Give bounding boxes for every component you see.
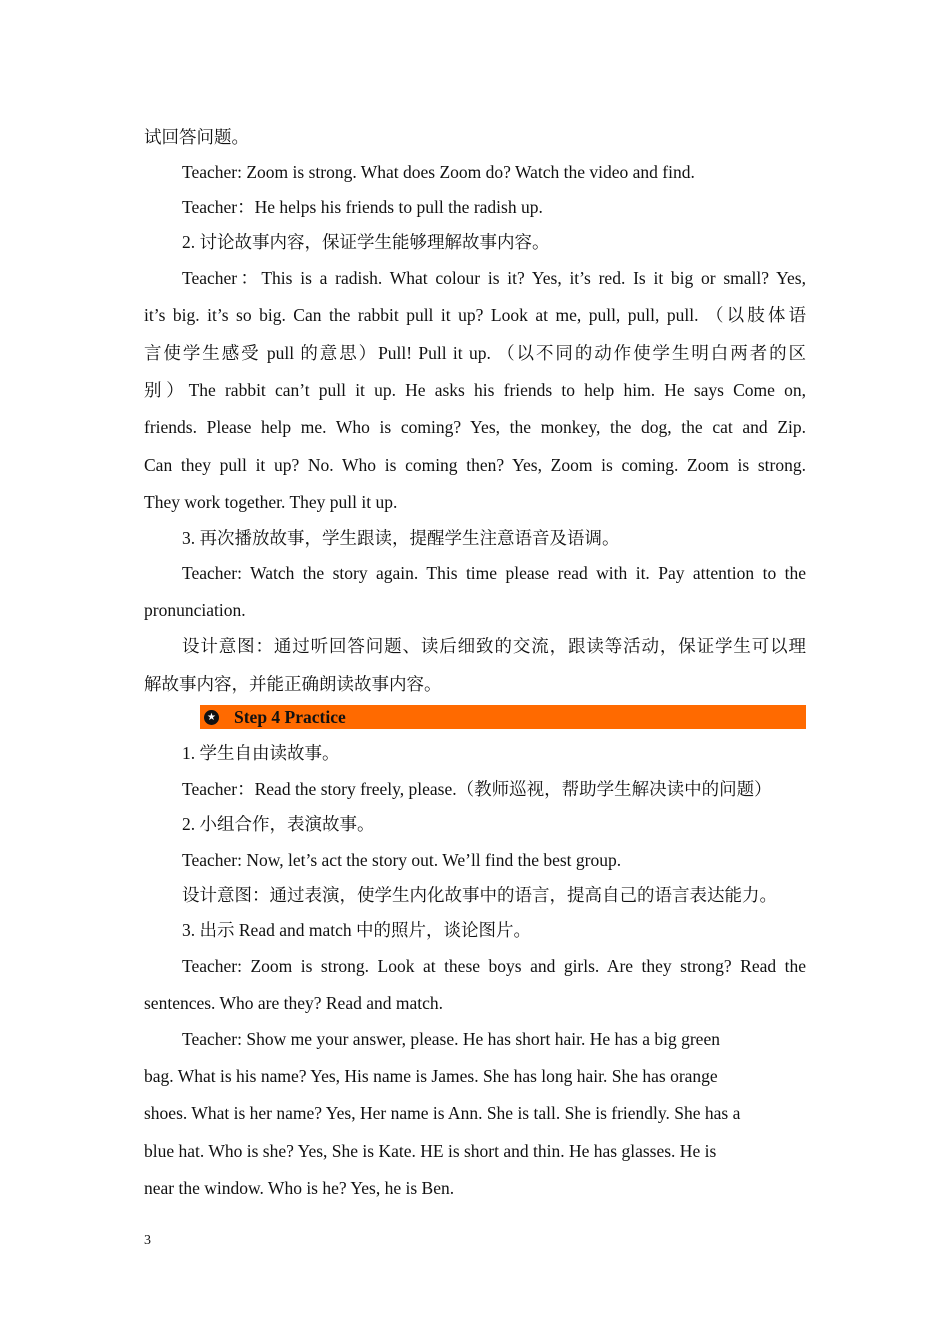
text-line: Teacher：He helps his friends to pull the radish up.	[182, 197, 543, 217]
step-heading-label: Step 4 Practice	[234, 706, 346, 727]
page-number: 3	[144, 1233, 151, 1248]
star-circle-icon: ★	[204, 710, 219, 725]
text-line: 2. 小组合作，表演故事。	[182, 814, 375, 834]
text-line: 设计意图：通过听回答问题、读后细致的交流，跟读等活动，保证学生可以理	[182, 636, 806, 656]
text-line: Teacher：Read the story freely, please.（教师巡视，帮助学生解决读中的问题）	[182, 779, 772, 799]
text-line: blue hat. Who is she? Yes, She is Kate. HE is short and thin. He has glasses. He is	[144, 1141, 717, 1161]
text-line: bag. What is his name? Yes, His name is James. She has long hair. She has orange	[144, 1066, 718, 1086]
text-line: They work together. They pull it up.	[144, 492, 398, 512]
text-line: 设计意图：通过表演，使学生内化故事中的语言，提高自己的语言表达能力。	[182, 885, 777, 905]
text-line: Teacher: Zoom is strong. Look at these boys and girls. Are they strong? Read the	[182, 956, 806, 976]
text-line: 解故事内容，并能正确朗读故事内容。	[144, 674, 442, 694]
text-line: shoes. What is her name? Yes, Her name is Ann. She is tall. She is friendly. She has a	[144, 1103, 741, 1123]
text-line: friends. Please help me. Who is coming? Yes, the monkey, the dog, the cat and Zip.	[144, 417, 806, 437]
text-line: pronunciation.	[144, 600, 246, 620]
text-line: Can they pull it up? No. Who is coming then? Yes, Zoom is coming. Zoom is strong.	[144, 455, 806, 475]
text-line: 试回答问题。	[144, 127, 249, 147]
text-line: Teacher: Zoom is strong. What does Zoom do? Watch the video and find.	[182, 162, 695, 182]
text-line: 3. 出示 Read and match 中的照片，谈论图片。	[182, 920, 531, 940]
text-line: 2. 讨论故事内容，保证学生能够理解故事内容。	[182, 232, 550, 252]
text-line: Teacher: Now, let’s act the story out. We’ll find the best group.	[182, 850, 622, 870]
text-line: it’s big. it’s so big. Can the rabbit pull it up? Look at me, pull, pull, pull. （以肢体语	[144, 305, 806, 325]
text-line: Teacher：This is a radish. What colour is it? Yes, it’s red. Is it big or small? Yes,	[182, 268, 806, 288]
step-heading-bar	[200, 705, 806, 729]
text-line: 3. 再次播放故事，学生跟读，提醒学生注意语音及语调。	[182, 528, 620, 548]
text-line: Teacher: Show me your answer, please. He has short hair. He has a big green	[182, 1029, 720, 1049]
text-line: Teacher: Watch the story again. This time please read with it. Pay attention to the	[182, 563, 806, 583]
text-line: 言使学生感受 pull 的意思）Pull! Pull it up. （以不同的动作使学生明白两者的区	[144, 343, 806, 363]
text-line: near the window. Who is he? Yes, he is Ben.	[144, 1178, 455, 1198]
text-line: 别）The rabbit can’t pull it up. He asks his friends to help him. He says Come on,	[144, 380, 806, 400]
text-line: sentences. Who are they? Read and match.	[144, 993, 443, 1013]
text-line: 1. 学生自由读故事。	[182, 743, 340, 763]
